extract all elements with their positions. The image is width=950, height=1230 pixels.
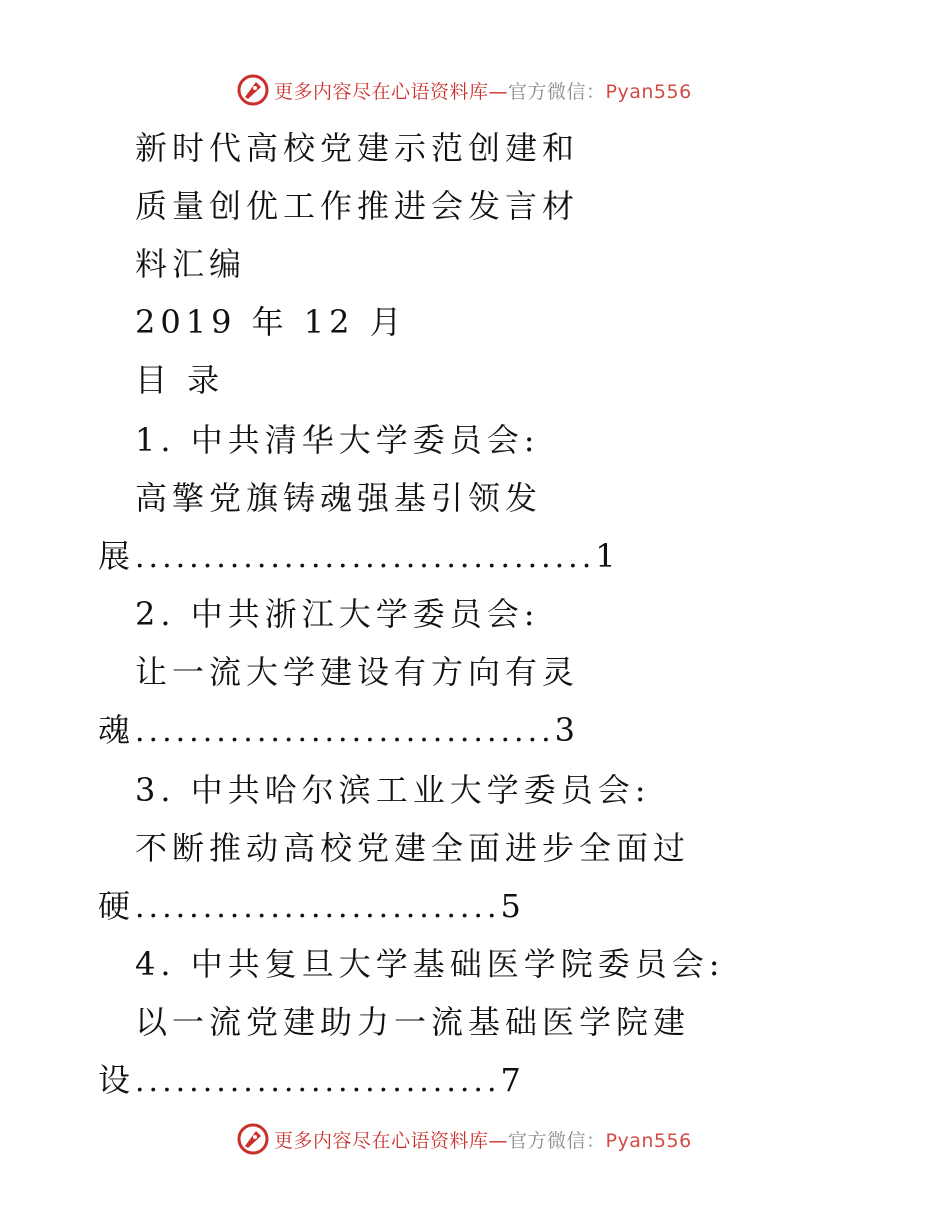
document-date: 2019 年 12 月 <box>135 303 407 341</box>
toc-entry-2-page-number: 3 <box>554 711 575 749</box>
watermark-footer <box>236 1122 692 1156</box>
toc-entry-1-title-tail: 展 <box>98 537 136 575</box>
toc-entry-4-title-tail: 设 <box>98 1061 136 1099</box>
toc-entry-2-title-tail: 魂 <box>98 711 136 749</box>
pen-nib-logo-icon <box>236 73 270 107</box>
pen-nib-logo-icon <box>236 1122 270 1156</box>
toc-entry-3-org: 3. 中共哈尔滨工业大学委员会: <box>135 771 651 809</box>
toc-entry-2-title: 让一流大学建设有方向有灵 <box>135 653 580 691</box>
toc-entry-3-title-tail: 硬 <box>98 887 136 925</box>
toc-entry-3-page-number: 5 <box>500 887 521 925</box>
watermark-text: 更多内容尽在心语资料库—官方微信：Pyan556 <box>274 1129 692 1152</box>
document-title-line-2: 质量创优工作推进会发言材 <box>135 187 580 225</box>
toc-entry-3-leader-line[interactable] <box>98 886 521 928</box>
toc-entry-4-org: 4. 中共复旦大学基础医学院委员会: <box>135 945 725 983</box>
toc-entry-1-title: 高擎党旗铸魂强基引领发 <box>135 479 543 517</box>
toc-entry-1-page-number: 1 <box>595 537 616 575</box>
document-title-line-3: 料汇编 <box>135 245 247 283</box>
toc-entry-1-dot-leader: .................................. <box>135 540 596 575</box>
toc-entry-1-leader-line[interactable] <box>98 536 616 578</box>
document-title-line-1: 新时代高校党建示范创建和 <box>135 129 580 167</box>
toc-entry-2-org: 2. 中共浙江大学委员会: <box>135 595 540 633</box>
toc-entry-2-dot-leader: ............................... <box>135 714 555 749</box>
toc-entry-1-org: 1. 中共清华大学委员会: <box>135 421 540 459</box>
watermark-header <box>236 73 692 107</box>
toc-entry-4-title: 以一流党建助力一流基础医学院建 <box>135 1003 691 1041</box>
toc-entry-3-title: 不断推动高校党建全面进步全面过 <box>135 829 691 867</box>
toc-entry-4-page-number: 7 <box>500 1061 521 1099</box>
toc-entry-3-dot-leader: ........................... <box>135 890 501 925</box>
toc-entry-4-leader-line[interactable] <box>98 1060 521 1102</box>
toc-entry-4-dot-leader: ........................... <box>135 1064 501 1099</box>
toc-entry-2-leader-line[interactable] <box>98 710 575 752</box>
watermark-text: 更多内容尽在心语资料库—官方微信：Pyan556 <box>274 80 692 103</box>
toc-heading: 目 录 <box>135 361 225 399</box>
